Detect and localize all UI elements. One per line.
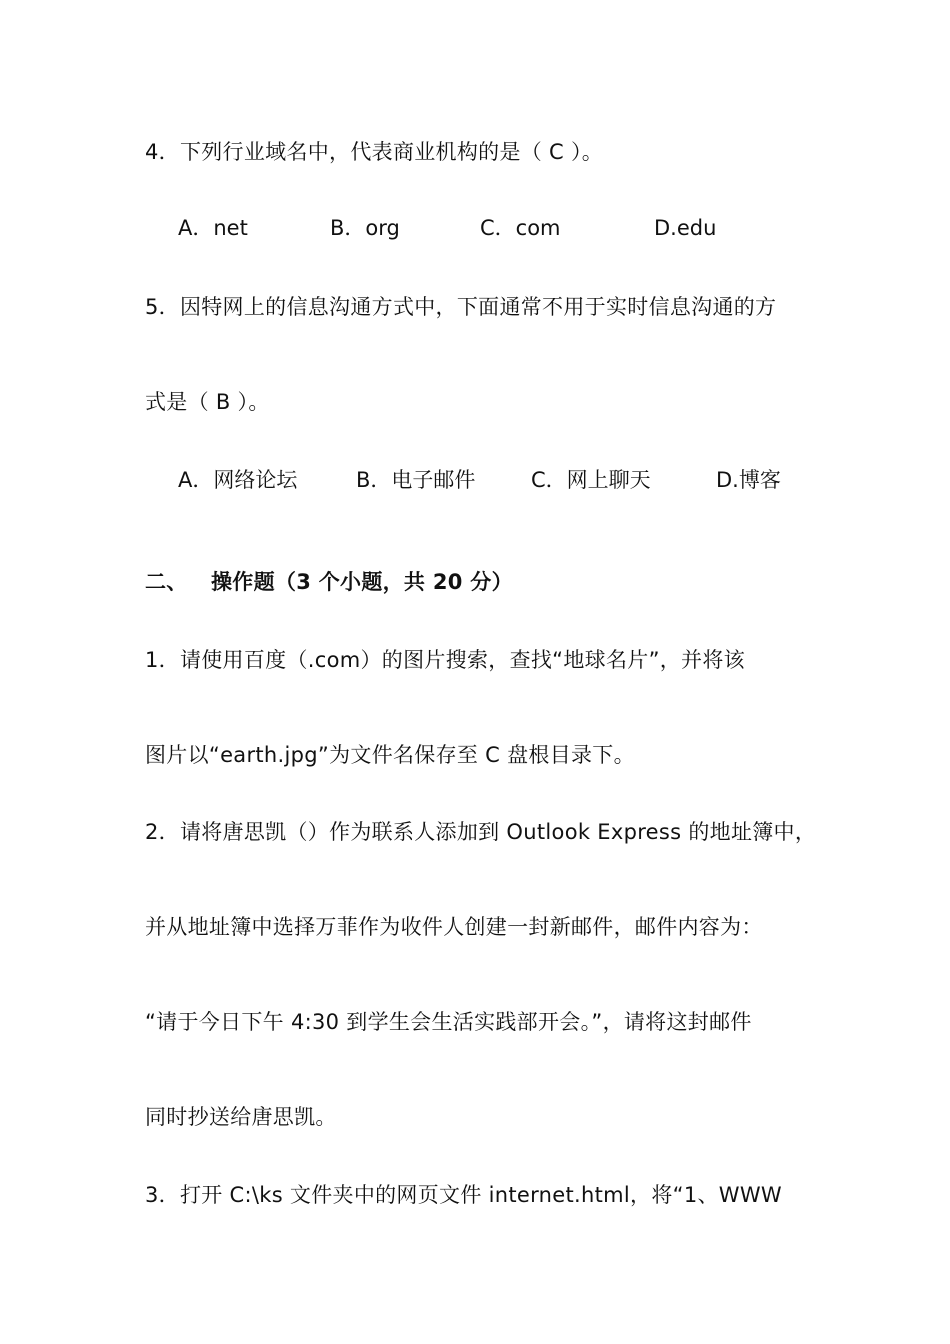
question-5-option-b: B．电子邮件 (356, 468, 476, 492)
question-4-option-d: D.edu (654, 216, 717, 240)
section-2-title: 操作题（3 个小题，共 20 分） (211, 570, 513, 594)
question-5-option-d: D.博客 (716, 468, 781, 492)
question-5-option-a: A．网络论坛 (178, 468, 298, 492)
question-5-line-1: 5．因特网上的信息沟通方式中，下面通常不用于实时信息沟通的方 (145, 295, 777, 319)
question-4-text: 4．下列行业域名中，代表商业机构的是（ C ）。 (145, 140, 604, 164)
question-4-option-a: A．net (178, 216, 248, 240)
operation-2-line-2: 并从地址簿中选择万菲作为收件人创建一封新邮件，邮件内容为： (145, 915, 763, 939)
operation-1-line-2: 图片以“earth.jpg”为文件名保存至 C 盘根目录下。 (145, 743, 635, 767)
question-5-line-2: 式是（ B ）。 (145, 390, 270, 414)
section-2-heading (145, 568, 513, 596)
section-2-number: 二、 (145, 570, 188, 594)
operation-2-line-1: 2．请将唐思凯（）作为联系人添加到 Outlook Express 的地址簿中， (145, 820, 817, 844)
question-5-option-c: C．网上聊天 (531, 468, 651, 492)
operation-2-line-4: 同时抄送给唐思凯。 (145, 1105, 337, 1129)
operation-3-line-1: 3．打开 C:\ks 文件夹中的网页文件 internet.html，将“1、WWW (145, 1183, 782, 1207)
question-4-option-c: C．com (480, 216, 561, 240)
operation-2-line-3: “请于今日下午 4:30 到学生会生活实践部开会。”，请将这封邮件 (145, 1010, 752, 1034)
operation-1-line-1: 1．请使用百度（.com）的图片搜索，查找“地球名片”，并将该 (145, 648, 745, 672)
question-4-option-b: B．org (330, 216, 400, 240)
